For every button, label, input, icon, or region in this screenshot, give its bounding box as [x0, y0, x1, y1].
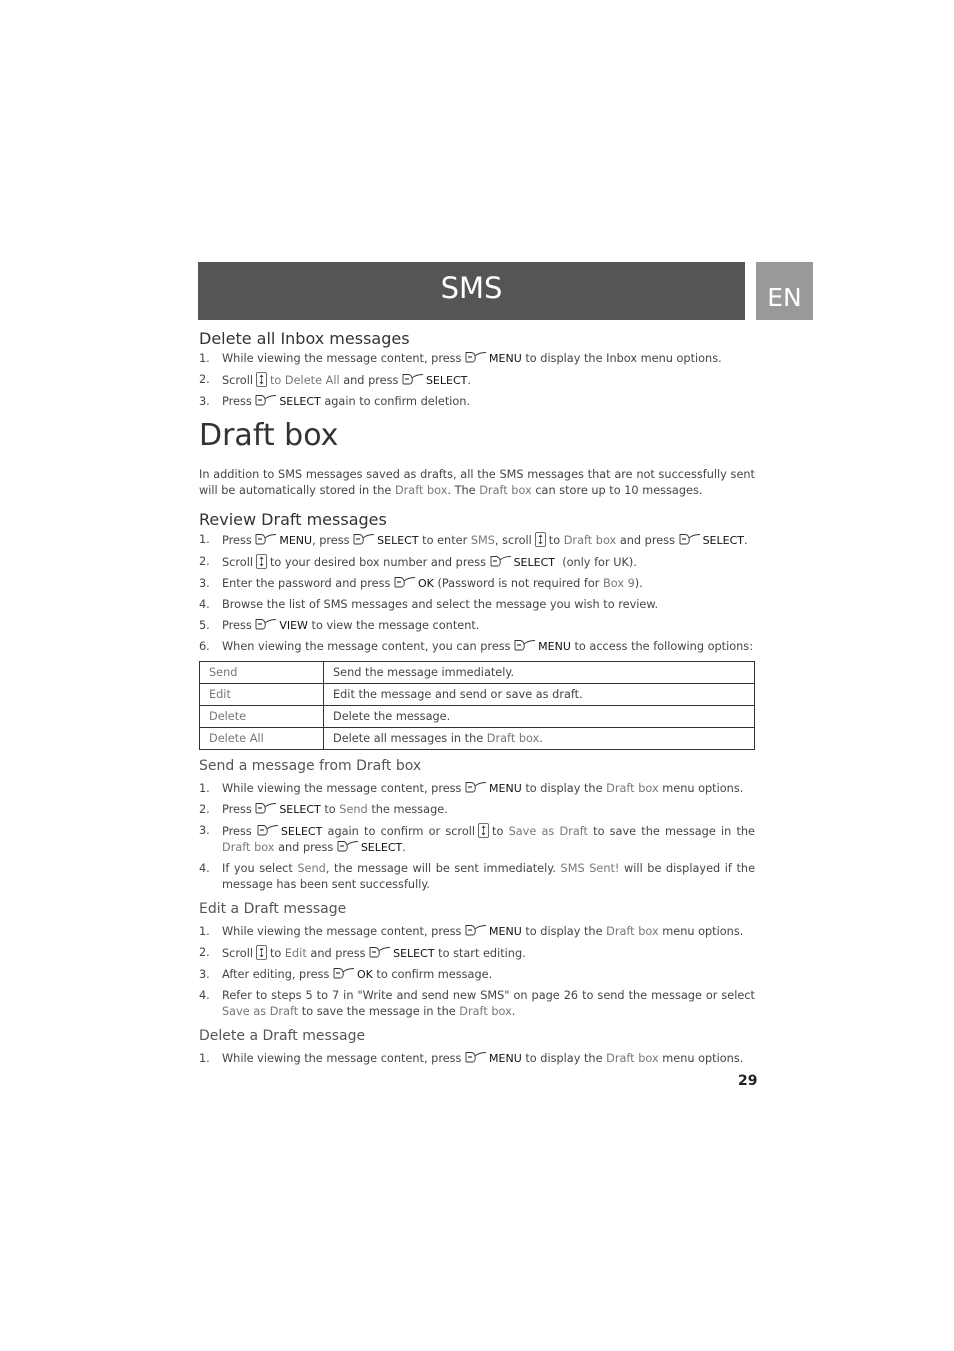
scroll-key-icon [256, 554, 267, 569]
left-softkey-icon [337, 840, 359, 852]
list-item: 6. When viewing the message content, you can press MENU to access the following options: [199, 640, 753, 653]
list-item: 5. Press VIEW to view the message content. [199, 619, 480, 632]
left-softkey-icon [402, 373, 424, 385]
left-softkey-icon [255, 618, 277, 630]
left-softkey-icon [369, 946, 391, 958]
list-item: 4. Browse the list of SMS messages and select the message you wish to review. [199, 598, 659, 611]
table-row: Delete Delete the message. [200, 706, 755, 728]
language-code: EN [767, 283, 802, 312]
list-item: 1. Press MENU, press SELECT to enter SMS, scroll to Draft box and press SELECT. [199, 533, 748, 547]
list-item: 4. Refer to steps 5 to 7 in "Write and send new SMS" on page 26 to send the message or select Save as Draft to save the message in the Draft box. [199, 989, 755, 1018]
scroll-key-icon [256, 945, 267, 960]
list-item: 3. Enter the password and press OK (Password is not required for Box 9). [199, 577, 643, 590]
left-softkey-icon [394, 576, 416, 588]
list-item: 1. While viewing the message content, press MENU to display the Draft box menu options. [199, 782, 744, 795]
left-softkey-icon [465, 351, 487, 363]
left-softkey-icon [465, 781, 487, 793]
left-softkey-icon [353, 533, 375, 545]
heading-delete-all-inbox: Delete all Inbox messages [199, 329, 410, 348]
heading-delete-draft: Delete a Draft message [199, 1028, 366, 1044]
section-banner [198, 262, 745, 320]
list-item: 1. While viewing the message content, press MENU to display the Draft box menu options. [199, 1052, 744, 1065]
heading-review-draft: Review Draft messages [199, 510, 387, 529]
section-title: SMS [440, 271, 503, 305]
page-content [199, 329, 755, 1073]
page-number: 29 [738, 1073, 758, 1089]
steps-delete-all-inbox [199, 351, 755, 410]
page-title: Draft box [199, 418, 339, 453]
list-item: 2. Scroll to Delete All and press SELECT. [199, 373, 471, 387]
scroll-key-icon [535, 532, 546, 547]
table-row: Edit Edit the message and send or save as draft. [200, 684, 755, 706]
list-item: 3. After editing, press OK to confirm message. [199, 968, 493, 981]
heading-edit-draft: Edit a Draft message [199, 901, 347, 917]
steps-send-from-draft [199, 781, 755, 893]
list-item: 2. Scroll to Edit and press SELECT to start editing. [199, 946, 526, 960]
list-item: 1. While viewing the message content, press MENU to display the Inbox menu options. [199, 352, 722, 365]
steps-edit-draft [199, 924, 755, 1020]
list-item: 3. Press SELECT again to confirm or scroll to Save as Draft to save the message in the Draft box and press SELECT. [199, 824, 756, 854]
list-item: 4. If you select Send, the message will be sent immediately. SMS Sent! will be displayed if the message has been sent successfully. [199, 862, 756, 891]
list-item: 1. While viewing the message content, press MENU to display the Draft box menu options. [199, 925, 744, 938]
options-table [199, 661, 755, 750]
intro-paragraph: In addition to SMS messages saved as drafts, all the SMS messages that are not successfully sent will be automatically stored in the Draft box. The Draft box can store up to 10 messages. [199, 468, 755, 497]
left-softkey-icon [490, 555, 512, 567]
scroll-key-icon [256, 372, 267, 387]
left-softkey-icon [679, 533, 701, 545]
list-item: 2. Scroll to your desired box number and press SELECT (only for UK). [199, 555, 637, 569]
left-softkey-icon [465, 1051, 487, 1063]
table-row: Delete All Delete all messages in the Draft box. [200, 728, 755, 750]
left-softkey-icon [257, 824, 279, 836]
left-softkey-icon [333, 967, 355, 979]
heading-send-from-draft: Send a message from Draft box [199, 758, 422, 774]
left-softkey-icon [514, 639, 536, 651]
scroll-key-icon [478, 823, 489, 838]
left-softkey-icon [465, 924, 487, 936]
left-softkey-icon [255, 802, 277, 814]
list-item: 2. Press SELECT to Send the message. [199, 803, 448, 816]
steps-delete-draft [199, 1051, 755, 1067]
table-row: Send Send the message immediately. [200, 662, 755, 684]
steps-review-draft [199, 532, 755, 655]
language-tab [756, 262, 813, 320]
left-softkey-icon [255, 394, 277, 406]
left-softkey-icon [255, 533, 277, 545]
list-item: 3. Press SELECT again to confirm deletion. [199, 395, 471, 408]
